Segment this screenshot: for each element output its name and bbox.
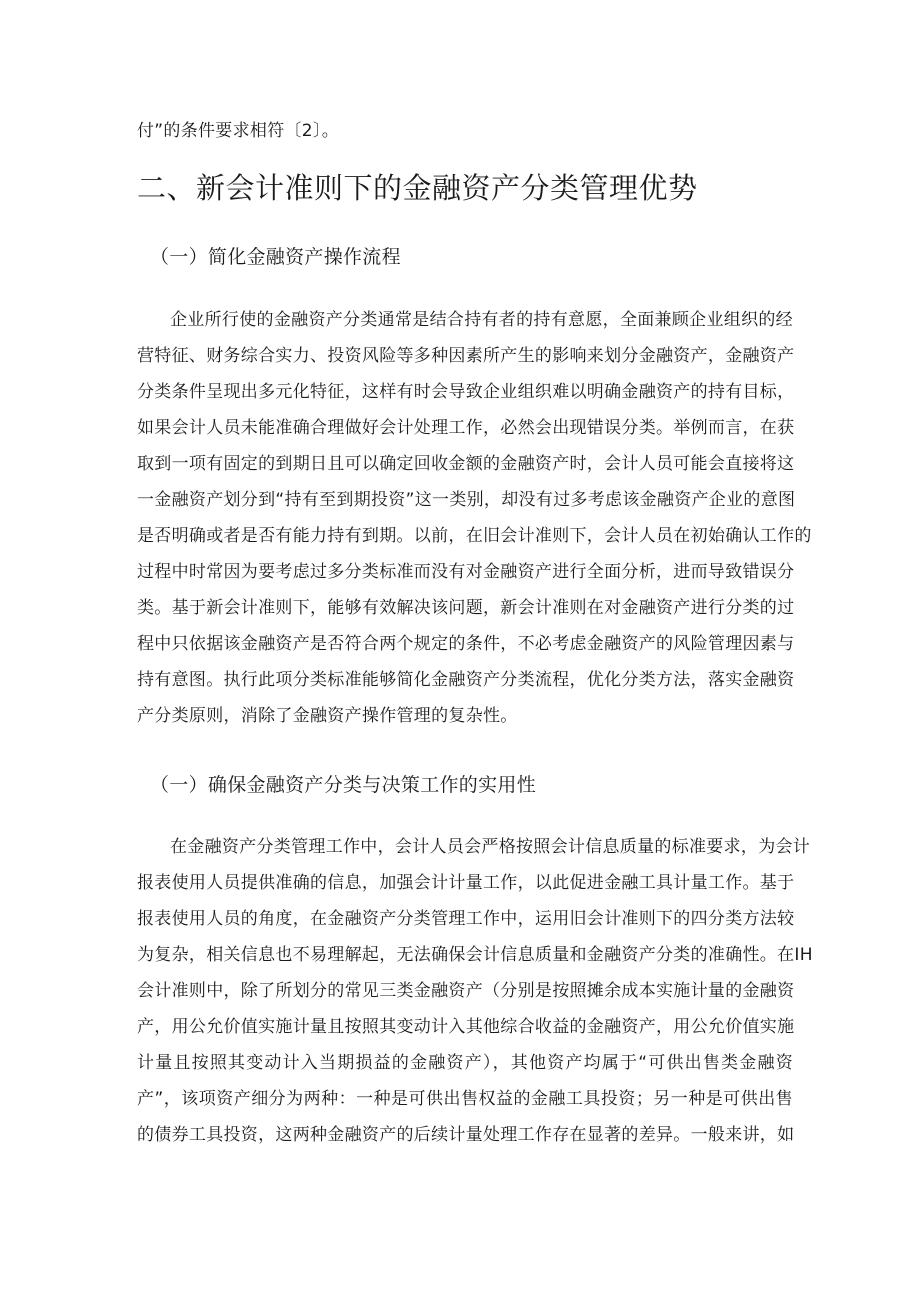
paragraph-line: 会计准则中，除了所划分的常见三类金融资产（分别是按照摊余成本实施计量的金融资: [137, 981, 795, 1001]
subsection-title-1: （一）简化金融资产操作流程: [150, 246, 401, 268]
paragraph-line: 如果会计人员未能准确合理做好会计处理工作，必然会出现错误分类。举例而言，在获: [137, 418, 795, 438]
paragraph-line: 计量且按照其变动计入当期损益的金融资产），其他资产均属于“可供出售类金融资: [137, 1053, 793, 1073]
paragraph-line: 取到一项有固定的到期日且可以确定回收金额的金融资产时，会计人员可能会直接将这: [137, 454, 795, 474]
subsection-title-2: （一）确保金融资产分类与决策工作的实用性: [150, 774, 537, 796]
paragraph-line: 产”，该项资产细分为两种：一种是可供出售权益的金融工具投资；另一种是可供出售: [137, 1089, 793, 1109]
paragraph-line: 企业所行使的金融资产分类通常是结合持有者的持有意愿，全面兼顾企业组织的经: [170, 310, 793, 330]
section-title: 二、新会计准则下的金融资产分类管理优势: [137, 171, 698, 205]
paragraph-line: 报表使用人员的角度，在金融资产分类管理工作中，运用旧会计准则下的四分类方法较: [137, 909, 795, 929]
paragraph-line: 营特征、财务综合实力、投资风险等多种因素所产生的影响来划分金融资产，金融资产: [137, 346, 795, 366]
paragraph-line: 是否明确或者是否有能力持有到期。以前，在旧会计准则下，会计人员在初始确认工作的: [137, 526, 812, 546]
paragraph-line: 在金融资产分类管理工作中，会计人员会严格按照会计信息质量的标准要求，为会计: [170, 837, 811, 857]
paragraph-line: 一金融资产划分到“持有至到期投资”这一类别，却没有过多考虑该金融资产企业的意图: [137, 490, 796, 510]
paragraph-line: 的债券工具投资，这两种金融资产的后续计量处理工作存在显著的差异。一般来讲，如: [137, 1125, 795, 1145]
paragraph-line: 程中只依据该金融资产是否符合两个规定的条件，不必考虑金融资产的风险管理因素与: [137, 634, 795, 654]
intro-line: 付”的条件要求相符〔2〕。: [137, 121, 340, 141]
paragraph-line: 产分类原则，消除了金融资产操作管理的复杂性。: [137, 706, 518, 726]
paragraph-line: 过程中时常因为要考虑过多分类标准而没有对金融资产进行全面分析，进而导致错误分: [137, 562, 795, 582]
paragraph-line: 为复杂，相关信息也不易理解起，无法确保会计信息质量和金融资产分类的准确性。在IH: [137, 945, 813, 965]
paragraph-line: 报表使用人员提供准确的信息，加强会计计量工作，以此促进金融工具计量工作。基于: [137, 873, 795, 893]
paragraph-line: 分类条件呈现出多元化特征，这样有时会导致企业组织难以明确金融资产的持有目标，: [137, 382, 795, 402]
paragraph-line: 类。基于新会计准则下，能够有效解决该问题，新会计准则在对金融资产进行分类的过: [137, 598, 795, 618]
paragraph-line: 持有意图。执行此项分类标准能够简化金融资产分类流程，优化分类方法，落实金融资: [137, 670, 795, 690]
paragraph-line: 产，用公允价值实施计量且按照其变动计入其他综合收益的金融资产，用公允价值实施: [137, 1017, 795, 1037]
